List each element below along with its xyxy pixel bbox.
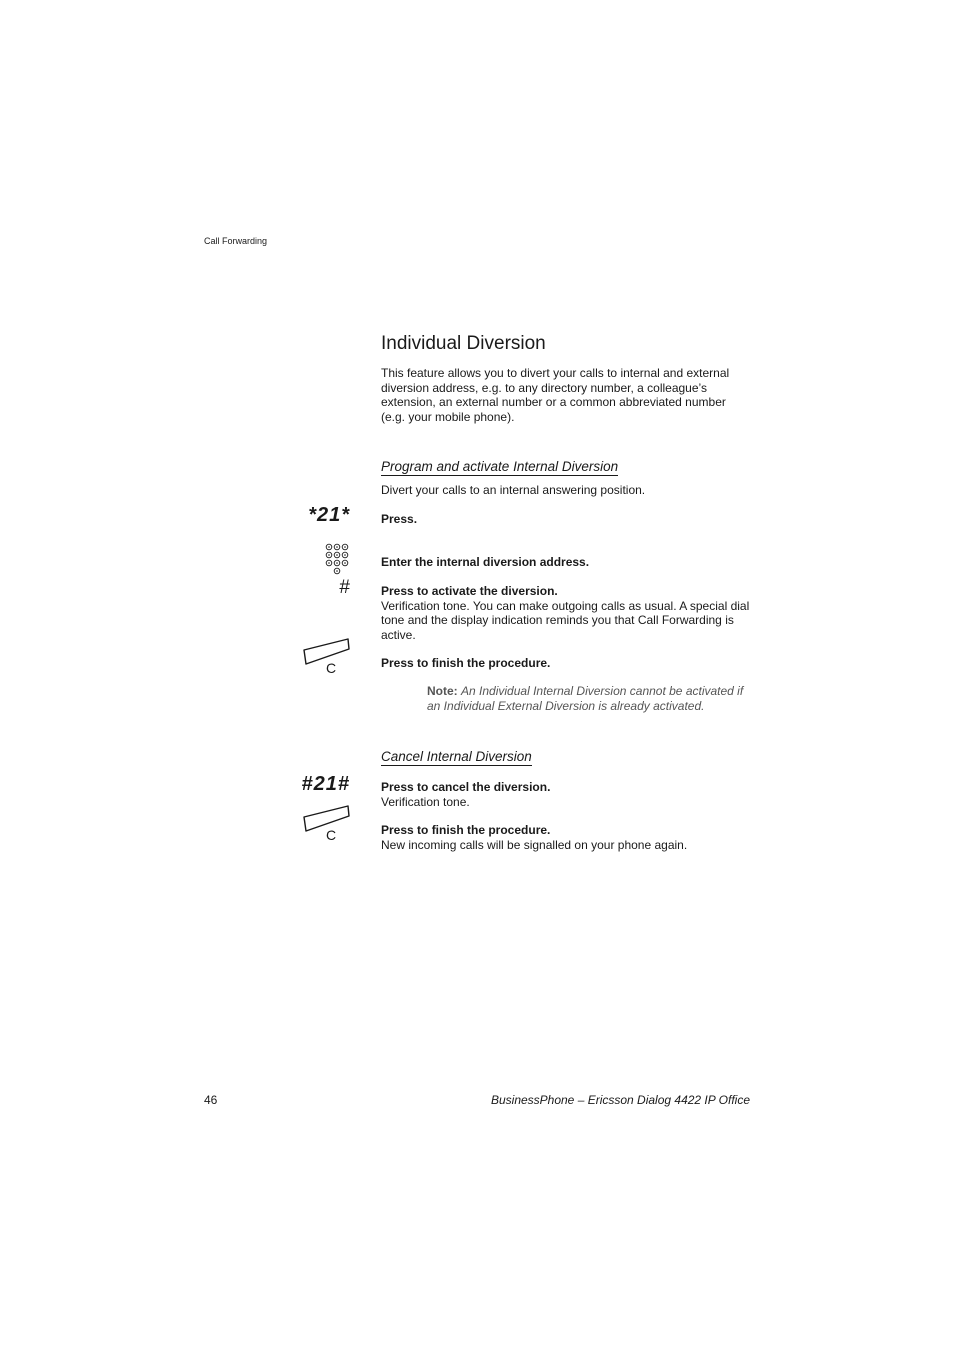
document-title: BusinessPhone – Ericsson Dialog 4422 IP Office	[490, 1093, 750, 1107]
cancel-step-2-title: Press to finish the procedure.	[381, 823, 551, 837]
program-heading-wrap	[381, 458, 618, 476]
page-number: 46	[204, 1093, 218, 1107]
program-step-3-title: Press to activate the diversion.	[381, 584, 558, 598]
note-box	[427, 684, 757, 714]
hash-21-hash-code: #21#	[301, 773, 350, 795]
keypad-icon	[325, 543, 351, 577]
note-label: Note:	[427, 684, 458, 698]
note-text: An Individual Internal Diversion cannot be activated if an Individual External Diversion is already activated.	[427, 684, 744, 713]
program-heading: Program and activate Internal Diversion	[381, 459, 619, 474]
program-step-4-title: Press to finish the procedure.	[381, 656, 551, 670]
hash-key-icon: #	[339, 577, 350, 598]
cancel-step-2	[381, 823, 751, 852]
cancel-heading-wrap	[381, 748, 532, 766]
program-step-1	[381, 512, 751, 527]
cancel-step-1	[381, 780, 751, 809]
program-step-3	[381, 584, 751, 642]
program-step-2	[381, 555, 751, 570]
page-title: Individual Diversion	[381, 333, 546, 354]
program-step-2-title: Enter the internal diversion address.	[381, 555, 590, 569]
cancel-step-1-detail: Verification tone.	[381, 794, 470, 809]
clear-key-label: C	[326, 660, 337, 676]
program-step-3-detail: Verification tone. You can make outgoing calls as usual. A special dial tone and the display indication reminds you that Call Forwarding is active.	[381, 598, 750, 642]
star-21-star-code: *21*	[308, 504, 350, 526]
cancel-step-1-title: Press to cancel the diversion.	[381, 780, 551, 794]
clear-key-icon	[300, 636, 352, 680]
intro-paragraph: This feature allows you to divert your calls to internal and external diversion address, e.g. to any directory number, a colleague’s extension, an external number or a common abbreviated number (e.g. your mobile phone).	[381, 366, 730, 424]
clear-key-label: C	[326, 827, 337, 843]
program-description: Divert your calls to an internal answering position.	[381, 483, 646, 497]
program-step-4	[381, 656, 751, 671]
cancel-step-2-detail: New incoming calls will be signalled on your phone again.	[381, 837, 688, 852]
running-header: Call Forwarding	[204, 236, 268, 246]
clear-key-icon	[300, 803, 352, 847]
cancel-heading: Cancel Internal Diversion	[381, 749, 532, 764]
program-step-1-title: Press.	[381, 512, 418, 526]
